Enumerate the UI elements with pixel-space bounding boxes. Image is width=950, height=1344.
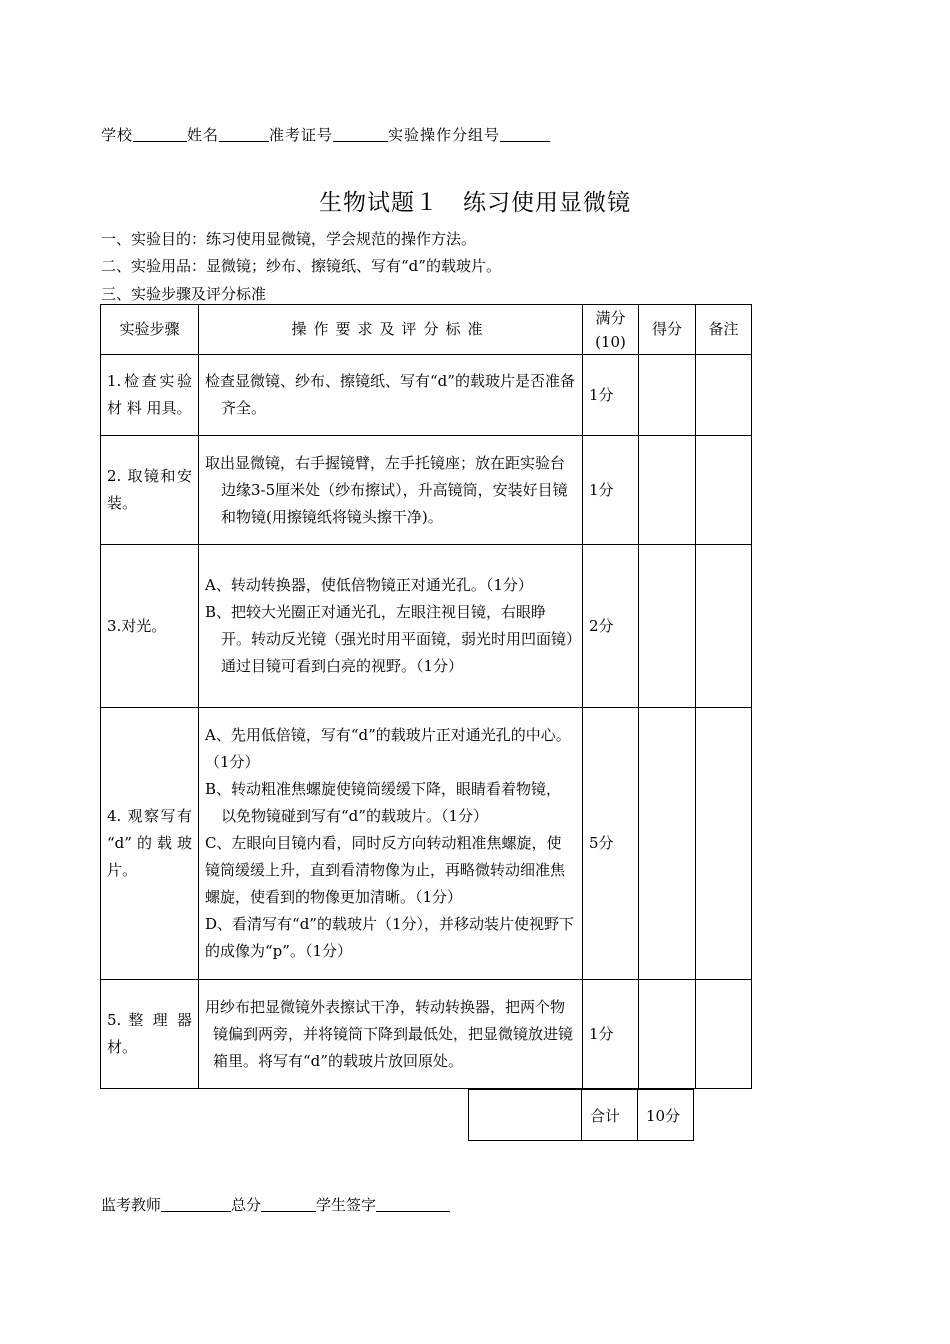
school-label: 学校 [101,126,134,144]
table-row [101,708,752,980]
points-cell: 1分 [583,355,639,436]
purpose-line: 一、实验目的：练习使用显微镜，学会规范的操作方法。 [101,230,477,248]
requirement-item: B、转动粗准焦螺旋使镜筒缓缓下降，眼睛看着物镜，以免物镜碰到写有“d”的载玻片。（1分） [205,780,562,825]
exam-id-blank[interactable] [333,127,388,142]
requirement-cell [199,436,583,545]
notes-cell[interactable] [696,436,752,545]
requirement-item: D、看清写有“d”的载玻片（1分），并移动装片使视野下的成像为“p”。（1分） [205,915,575,960]
requirement-item: B、把较大光圈正对通光孔，左眼注视目镜，右眼睁开。转动反光镜（强光时用平面镜，弱光时用凹面镜）通过目镜可看到白亮的视野。（1分） [205,603,574,675]
table-header-row [101,305,752,355]
footer-fields [101,1194,450,1215]
header-full-score: 满分(10) [583,305,639,355]
total-label: 合计 [582,1090,638,1141]
name-blank[interactable] [219,127,269,142]
score-cell[interactable] [639,980,696,1089]
requirement-item: 取出显微镜，右手握镜臂，左手托镜座；放在距实验台边缘3-5厘米处（纱布擦试），升高镜筒，安装好目镜和物镜(用擦镜纸将镜头擦干净)。 [205,453,568,526]
table-row [101,980,752,1089]
step-cell: 1.检查实验材 料 用具。 [101,355,199,436]
student-sign-label: 学生签字 [316,1196,377,1214]
requirement-item: 用纱布把显微镜外表擦试干净，转动转换器，把两个物镜偏到两旁，并将镜筒下降到最低处，把显微镜放进镜箱里。将写有“d”的载玻片放回原处。 [205,997,574,1070]
proctor-label: 监考教师 [101,1196,162,1214]
points-cell: 1分 [583,436,639,545]
notes-cell[interactable] [696,708,752,980]
name-label: 姓名 [187,126,220,144]
school-blank[interactable] [133,127,187,142]
total-empty-cell [469,1090,582,1141]
requirement-item: 检查显微镜、纱布、擦镜纸、写有“d”的载玻片是否准备齐全。 [205,372,575,417]
notes-cell[interactable] [696,545,752,708]
notes-cell[interactable] [696,980,752,1089]
requirement-cell [199,708,583,980]
scoring-table [100,304,752,1089]
header-requirement: 操作要求及评分标准 [199,305,583,355]
requirement-cell [199,980,583,1089]
step-cell: 2. 取镜和安装。 [101,436,199,545]
table-row [101,545,752,708]
total-score-label: 总分 [231,1196,262,1214]
total-table [468,1089,694,1141]
requirement-item: A、先用低倍镜，写有“d”的载玻片正对通光孔的中心。（1分） [205,726,571,771]
total-row [469,1090,694,1141]
header-fields [101,124,550,145]
materials-line: 二、实验用品：显微镜；纱布、擦镜纸、写有“d”的载玻片。 [101,257,501,275]
requirement-item: C、左眼向目镜内看，同时反方向转动粗准焦螺旋，使镜筒缓缓上升，直到看清物像为止，再略微转动细准焦螺旋，使看到的物像更加清晰。（1分） [205,834,566,906]
score-cell[interactable] [639,708,696,980]
proctor-blank[interactable] [161,1197,231,1212]
step-cell: 5. 整 理 器材。 [101,980,199,1089]
total-score-blank[interactable] [261,1197,316,1212]
points-cell: 2分 [583,545,639,708]
total-value: 10分 [638,1090,694,1141]
score-cell[interactable] [639,436,696,545]
requirement-cell [199,355,583,436]
points-cell: 5分 [583,708,639,980]
step-cell: 3.对光。 [101,545,199,708]
table-row [101,436,752,545]
requirement-cell [199,545,583,708]
requirement-item: A、转动转换器，使低倍物镜正对通光孔。（1分） [205,576,533,594]
header-notes: 备注 [696,305,752,355]
points-cell: 1分 [583,980,639,1089]
notes-cell[interactable] [696,355,752,436]
table-row [101,355,752,436]
student-sign-blank[interactable] [376,1197,450,1212]
header-step: 实验步骤 [101,305,199,355]
steps-heading: 三、实验步骤及评分标准 [101,285,267,303]
header-score: 得分 [639,305,696,355]
step-cell: 4. 观察写有 “d”的载玻片。 [101,708,199,980]
group-label: 实验操作分组号 [388,126,501,144]
score-cell[interactable] [639,355,696,436]
group-blank[interactable] [500,127,550,142]
exam-id-label: 准考证号 [269,126,334,144]
page-title: 生物试题１ 练习使用显微镜 [319,190,631,216]
score-cell[interactable] [639,545,696,708]
